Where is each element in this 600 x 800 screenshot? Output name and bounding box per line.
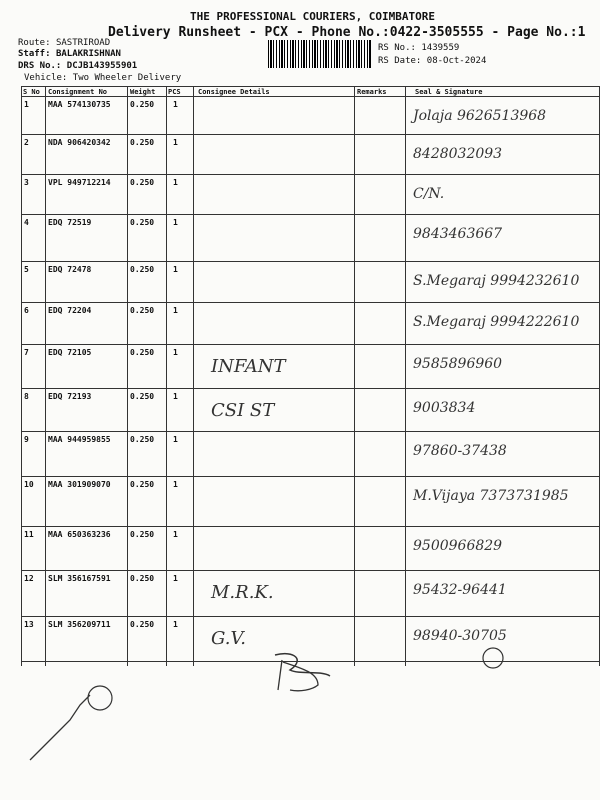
row-sno: 3: [24, 178, 29, 187]
row-weight: 0.250: [130, 530, 155, 539]
row-weight: 0.250: [130, 100, 155, 109]
staff-value: BALAKRISHNAN: [55, 49, 121, 59]
col-header-remarks: Remarks: [357, 88, 387, 96]
row-divider: [21, 476, 600, 477]
row-weight: 0.250: [130, 306, 155, 315]
rs-no: [378, 43, 459, 53]
row-divider: [21, 616, 600, 617]
row-signature: 9003834: [413, 400, 476, 416]
handwritten-scribbles: [0, 640, 600, 800]
row-pcs: 1: [173, 265, 178, 274]
col-header-pcs: PCS: [168, 88, 181, 96]
row-weight: 0.250: [130, 178, 155, 187]
row-weight: 0.250: [130, 265, 155, 274]
row-weight: 0.250: [130, 620, 155, 629]
row-consignment: MAA 944959855: [48, 435, 111, 444]
row-sno: 4: [24, 218, 29, 227]
row-pcs: 1: [173, 620, 178, 629]
row-weight: 0.250: [130, 138, 155, 147]
row-sno: 1: [24, 100, 29, 109]
row-consignment: MAA 574130735: [48, 100, 111, 109]
row-divider: [21, 261, 600, 262]
row-pcs: 1: [173, 392, 178, 401]
row-pcs: 1: [173, 348, 178, 357]
staff-label: Staff:: [18, 49, 51, 59]
row-sno: 7: [24, 348, 29, 357]
row-signature: M.Vijaya 7373731985: [413, 488, 569, 504]
row-weight: 0.250: [130, 392, 155, 401]
row-consignment: EDQ 72478: [48, 265, 92, 274]
route-label: Route:: [18, 38, 51, 48]
company-name: THE PROFESSIONAL COURIERS, COIMBATORE: [190, 10, 436, 23]
handwritten-consignee: M.R.K.: [211, 582, 274, 603]
row-pcs: 1: [173, 178, 178, 187]
row-pcs: 1: [173, 530, 178, 539]
row-sno: 2: [24, 138, 29, 147]
row-weight: 0.250: [130, 480, 155, 489]
vehicle-value: Two Wheeler Delivery: [72, 73, 182, 83]
runsheet-table: [21, 86, 600, 666]
row-consignment: NDA 906420342: [48, 138, 111, 147]
row-pcs: 1: [173, 306, 178, 315]
row-sno: 10: [24, 480, 34, 489]
row-sno: 9: [24, 435, 29, 444]
handwritten-consignee: CSI ST: [211, 400, 275, 421]
row-divider: [21, 174, 600, 175]
row-sno: 13: [24, 620, 34, 629]
row-consignment: EDQ 72105: [48, 348, 92, 357]
col-header-sno: S No: [23, 88, 40, 96]
row-signature: 9500966829: [413, 538, 503, 554]
vehicle-label: Vehicle:: [24, 73, 68, 83]
row-signature: 8428032093: [413, 146, 503, 162]
rs-no-label: RS No.:: [378, 43, 416, 53]
row-pcs: 1: [173, 100, 178, 109]
route-value: SASTRIROAD: [55, 38, 111, 48]
rs-date-label: RS Date:: [378, 56, 422, 66]
row-divider: [21, 570, 600, 571]
rs-no-value: 1439559: [421, 43, 460, 53]
row-sno: 6: [24, 306, 29, 315]
row-consignment: SLM 356167591: [48, 574, 111, 583]
staff-line: [18, 49, 121, 59]
row-sno: 11: [24, 530, 34, 539]
rs-date: [378, 56, 486, 66]
col-header-weight: Weight: [130, 88, 156, 96]
row-consignment: MAA 650363236: [48, 530, 111, 539]
barcode: [268, 40, 372, 68]
row-pcs: 1: [173, 574, 178, 583]
row-sno: 12: [24, 574, 34, 583]
row-signature: 9585896960: [413, 356, 503, 372]
row-weight: 0.250: [130, 435, 155, 444]
row-pcs: 1: [173, 480, 178, 489]
row-signature: S.Megaraj 9994232610: [413, 273, 580, 289]
row-consignment: VPL 949712214: [48, 178, 111, 187]
row-divider: [21, 431, 600, 432]
row-consignment: MAA 301909070: [48, 480, 111, 489]
rs-date-value: 08-Oct-2024: [426, 56, 487, 66]
document-title: Delivery Runsheet - PCX - Phone No.:0422-3505555 - Page No.:1: [108, 25, 586, 40]
drs-line: [18, 61, 137, 71]
row-weight: 0.250: [130, 348, 155, 357]
row-signature: S.Megaraj 9994222610: [413, 314, 580, 330]
row-sno: 8: [24, 392, 29, 401]
row-divider: [21, 388, 600, 389]
row-pcs: 1: [173, 218, 178, 227]
col-header-seal: Seal & Signature: [415, 88, 483, 96]
row-consignment: EDQ 72193: [48, 392, 92, 401]
row-signature: 97860-37438: [413, 443, 507, 459]
row-divider: [21, 344, 600, 345]
row-divider: [21, 302, 600, 303]
row-divider: [21, 214, 600, 215]
row-consignment: SLM 356209711: [48, 620, 111, 629]
drs-label: DRS No.:: [18, 61, 62, 71]
route-line: [18, 38, 110, 48]
row-weight: 0.250: [130, 218, 155, 227]
col-header-consignment: Consignment No: [48, 88, 108, 96]
drs-value: DCJB143955901: [66, 61, 138, 71]
handwritten-consignee: G.V.: [211, 628, 247, 649]
row-pcs: 1: [173, 435, 178, 444]
row-signature: Jolaja 9626513968: [413, 108, 547, 124]
row-pcs: 1: [173, 138, 178, 147]
col-header-consignee: Consignee Details: [198, 88, 270, 96]
handwritten-consignee: INFANT: [211, 356, 286, 377]
row-consignment: EDQ 72204: [48, 306, 92, 315]
row-divider: [21, 526, 600, 527]
row-signature: 98940-30705: [413, 628, 507, 644]
row-sno: 5: [24, 265, 29, 274]
row-divider: [21, 134, 600, 135]
row-signature: C/N.: [413, 186, 445, 202]
vehicle-line: [24, 73, 181, 83]
row-signature: 95432-96441: [413, 582, 507, 598]
row-signature: 9843463667: [413, 226, 503, 242]
row-consignment: EDQ 72519: [48, 218, 92, 227]
row-weight: 0.250: [130, 574, 155, 583]
